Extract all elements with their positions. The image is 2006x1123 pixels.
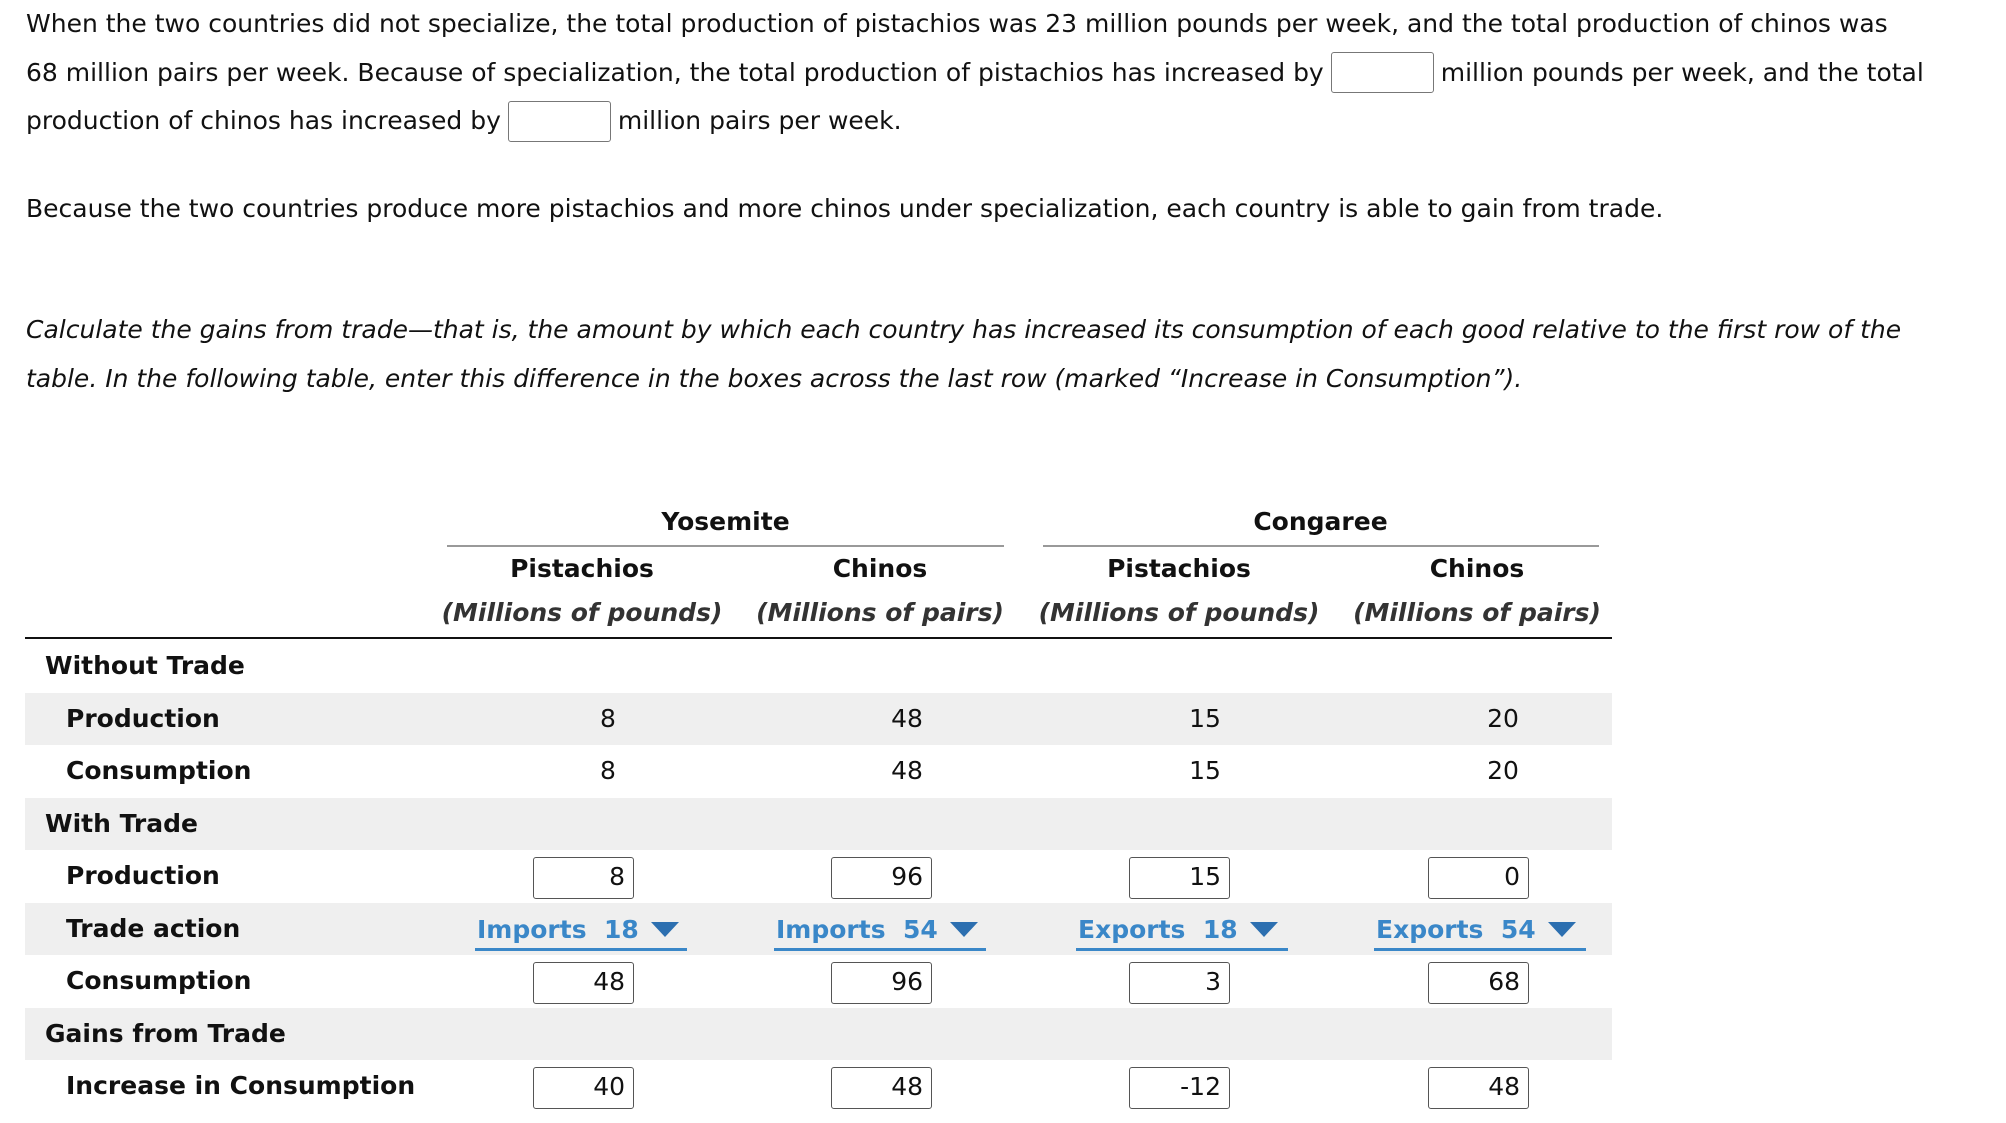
question-paragraph-1 bbox=[26, 0, 1924, 146]
dropdown-value: Exports 54 bbox=[1376, 914, 1536, 944]
row-label: Production bbox=[66, 703, 220, 733]
production-input[interactable]: 0 bbox=[1428, 857, 1529, 899]
table-row-with-consumption bbox=[25, 955, 1612, 1008]
trade-action-dropdown[interactable] bbox=[475, 911, 687, 951]
value-cell: 8 bbox=[600, 756, 616, 785]
column-header-good: Chinos bbox=[832, 554, 928, 583]
table-row-without-consumption bbox=[25, 745, 1612, 798]
header-rule-congaree bbox=[1043, 545, 1599, 547]
para1-line3-end: million pairs per week. bbox=[617, 106, 902, 135]
table-row-trade-action bbox=[25, 903, 1612, 956]
trade-action-dropdown[interactable] bbox=[1076, 911, 1288, 951]
pistachio-increase-input[interactable] bbox=[1331, 52, 1434, 93]
section-label: Gains from Trade bbox=[45, 1018, 286, 1048]
increase-input[interactable]: 48 bbox=[831, 1067, 932, 1109]
country-header-congaree: Congaree bbox=[1253, 507, 1388, 536]
production-input[interactable]: 15 bbox=[1129, 857, 1230, 899]
table-row-with-production bbox=[25, 850, 1612, 903]
consumption-input[interactable]: 96 bbox=[831, 962, 932, 1004]
value-cell: 48 bbox=[891, 703, 923, 733]
section-row-without-trade bbox=[25, 640, 1612, 693]
para1-line3-start: production of chinos has increased by bbox=[26, 106, 501, 135]
para1-line1: When the two countries did not specialize, the total production of pistachios was 23 million pounds per week, and the total production of chinos was bbox=[26, 9, 1888, 38]
instructions-paragraph bbox=[26, 306, 1901, 403]
row-label: Consumption bbox=[66, 756, 252, 785]
para1-line2-start: 68 million pairs per week. Because of specialization, the total production of pistachios has increased by bbox=[26, 57, 1324, 87]
para3-line2: table. In the following table, enter this difference in the boxes across the last row (marked “Increase in Consumption”). bbox=[26, 363, 1523, 393]
section-label: With Trade bbox=[45, 808, 198, 838]
column-header-unit: (Millions of pounds) bbox=[441, 598, 723, 627]
production-input[interactable]: 8 bbox=[533, 857, 634, 899]
section-label: Without Trade bbox=[45, 651, 245, 680]
increase-input[interactable]: -12 bbox=[1129, 1067, 1230, 1109]
table-row-increase-in-consumption bbox=[25, 1060, 1612, 1113]
para3-line1: Calculate the gains from trade—that is, the amount by which each country has increased its consumption of each good relative to the first row of the bbox=[26, 315, 1902, 344]
dropdown-value: Imports 54 bbox=[776, 914, 938, 944]
header-rule-yosemite bbox=[447, 545, 1004, 547]
value-cell: 15 bbox=[1189, 756, 1221, 785]
dropdown-value: Imports 18 bbox=[477, 914, 639, 944]
production-input[interactable]: 96 bbox=[831, 857, 932, 899]
table-row-without-production bbox=[25, 693, 1612, 746]
row-label: Consumption bbox=[66, 966, 252, 995]
column-header-unit: (Millions of pairs) bbox=[756, 598, 1004, 627]
column-header-unit: (Millions of pairs) bbox=[1353, 598, 1601, 627]
section-row-with-trade bbox=[25, 798, 1612, 851]
chinos-increase-input[interactable] bbox=[508, 101, 611, 142]
chevron-down-icon bbox=[1548, 922, 1576, 937]
row-label: Production bbox=[66, 861, 220, 890]
value-cell: 15 bbox=[1189, 703, 1221, 733]
trade-action-dropdown[interactable] bbox=[1374, 911, 1586, 951]
column-header-unit: (Millions of pounds) bbox=[1038, 598, 1320, 627]
increase-input[interactable]: 40 bbox=[533, 1067, 634, 1109]
column-header-good: Pistachios bbox=[510, 554, 654, 583]
para1-line2-end: million pounds per week, and the total bbox=[1440, 57, 1924, 87]
para2-text: Because the two countries produce more pistachios and more chinos under specialization, each country is able to gain from trade. bbox=[26, 194, 1664, 223]
dropdown-value: Exports 18 bbox=[1078, 914, 1238, 944]
consumption-input[interactable]: 48 bbox=[533, 962, 634, 1004]
row-label: Increase in Consumption bbox=[66, 1071, 416, 1100]
chevron-down-icon bbox=[1250, 922, 1278, 937]
increase-input[interactable]: 48 bbox=[1428, 1067, 1529, 1109]
value-cell: 8 bbox=[600, 703, 616, 733]
row-label: Trade action bbox=[66, 913, 241, 943]
table-header-divider bbox=[25, 637, 1612, 639]
column-header-good: Chinos bbox=[1429, 554, 1525, 583]
chevron-down-icon bbox=[950, 922, 978, 937]
chevron-down-icon bbox=[651, 922, 679, 937]
trade-action-dropdown[interactable] bbox=[774, 911, 986, 951]
question-paragraph-2 bbox=[26, 185, 1663, 234]
consumption-input[interactable]: 68 bbox=[1428, 962, 1529, 1004]
consumption-input[interactable]: 3 bbox=[1129, 962, 1230, 1004]
value-cell: 20 bbox=[1487, 703, 1519, 733]
section-row-gains-from-trade bbox=[25, 1008, 1612, 1061]
country-header-yosemite: Yosemite bbox=[661, 507, 790, 536]
value-cell: 48 bbox=[891, 756, 923, 785]
column-header-good: Pistachios bbox=[1107, 554, 1251, 583]
value-cell: 20 bbox=[1487, 756, 1519, 785]
